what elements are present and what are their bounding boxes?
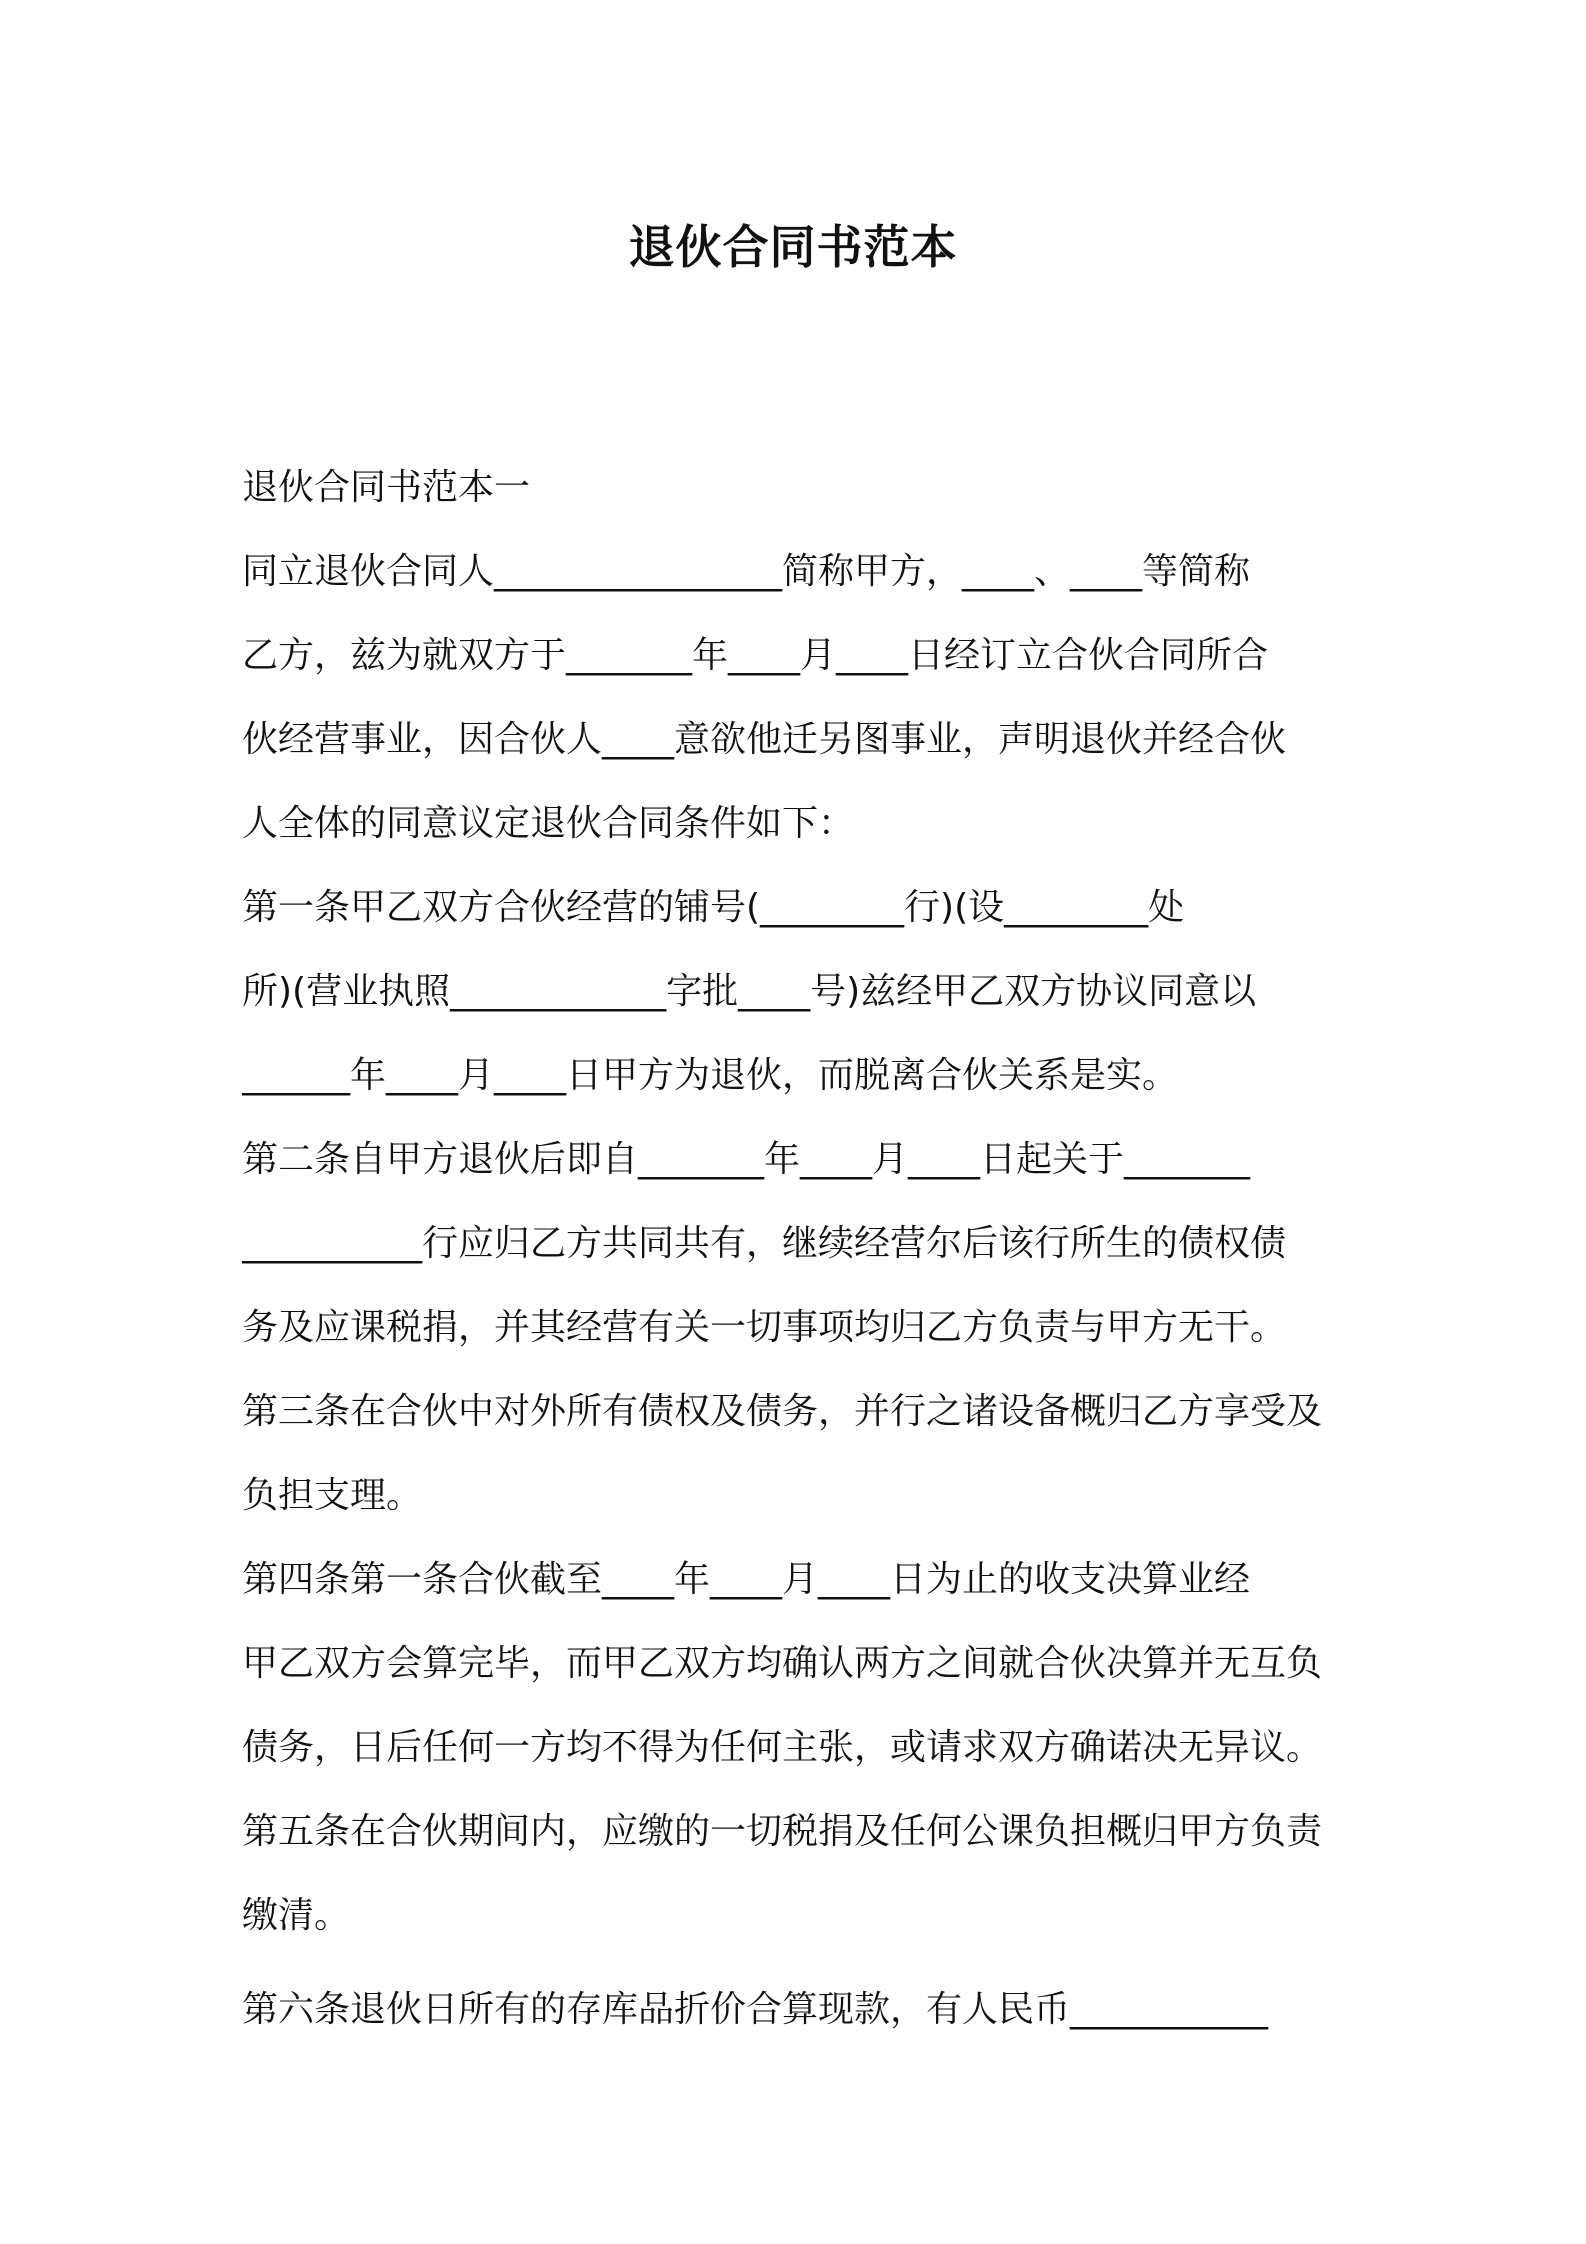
body-line: 第二条自甲方退伙后即自_______年____月____日起关于_______ (242, 1139, 1251, 1180)
body-line: ______年____月____日甲方为退伙，而脱离合伙关系是实。 (242, 1055, 1179, 1096)
body-line: 人全体的同意议定退伙合同条件如下： (242, 803, 855, 844)
paragraph-gap (242, 1958, 1362, 1968)
body-line: 第三条在合伙中对外所有债权及债务，并行之诸设备概归乙方享受及 (242, 1391, 1323, 1432)
body-line: 伙经营事业，因合伙人____意欲他迁另图事业，声明退伙并经合伙 (242, 719, 1287, 760)
body-line: __________行应归乙方共同共有，继续经营尔后该行所生的债权债 (242, 1223, 1287, 1264)
body-line: 务及应课税捐，并其经营有关一切事项均归乙方负责与甲方无干。 (242, 1307, 1287, 1348)
body-line: 甲乙双方会算完毕，而甲乙双方均确认两方之间就合伙决算并无互负 (242, 1643, 1323, 1684)
body-line: 乙方，兹为就双方于_______年____月____日经订立合伙合同所合 (242, 635, 1269, 676)
body-line: 负担支理。 (242, 1475, 423, 1516)
body-line: 债务，日后任何一方均不得为任何主张，或请求双方确诺决无异议。 (242, 1727, 1323, 1768)
body-line: 同立退伙合同人________________简称甲方，____、____等简称 (242, 551, 1251, 592)
body-line: 第四条第一条合伙截至____年____月____日为止的收支决算业经 (242, 1559, 1251, 1600)
body-line: 所)(营业执照____________字批____号)兹经甲乙双方协议同意以 (242, 971, 1257, 1012)
section-heading: 退伙合同书范本一 (242, 467, 531, 508)
body-line: 第六条退伙日所有的存库品折价合算现款，有人民币___________ (242, 1989, 1269, 2030)
body-line: 缴清。 (242, 1895, 351, 1936)
document-title: 退伙合同书范本 (628, 220, 958, 274)
body-line: 第五条在合伙期间内，应缴的一切税捐及任何公课负担概归甲方负责 (242, 1811, 1323, 1852)
document-body (242, 446, 1362, 2052)
body-line: 第一条甲乙双方合伙经营的铺号(________行)(设________处 (242, 887, 1185, 928)
